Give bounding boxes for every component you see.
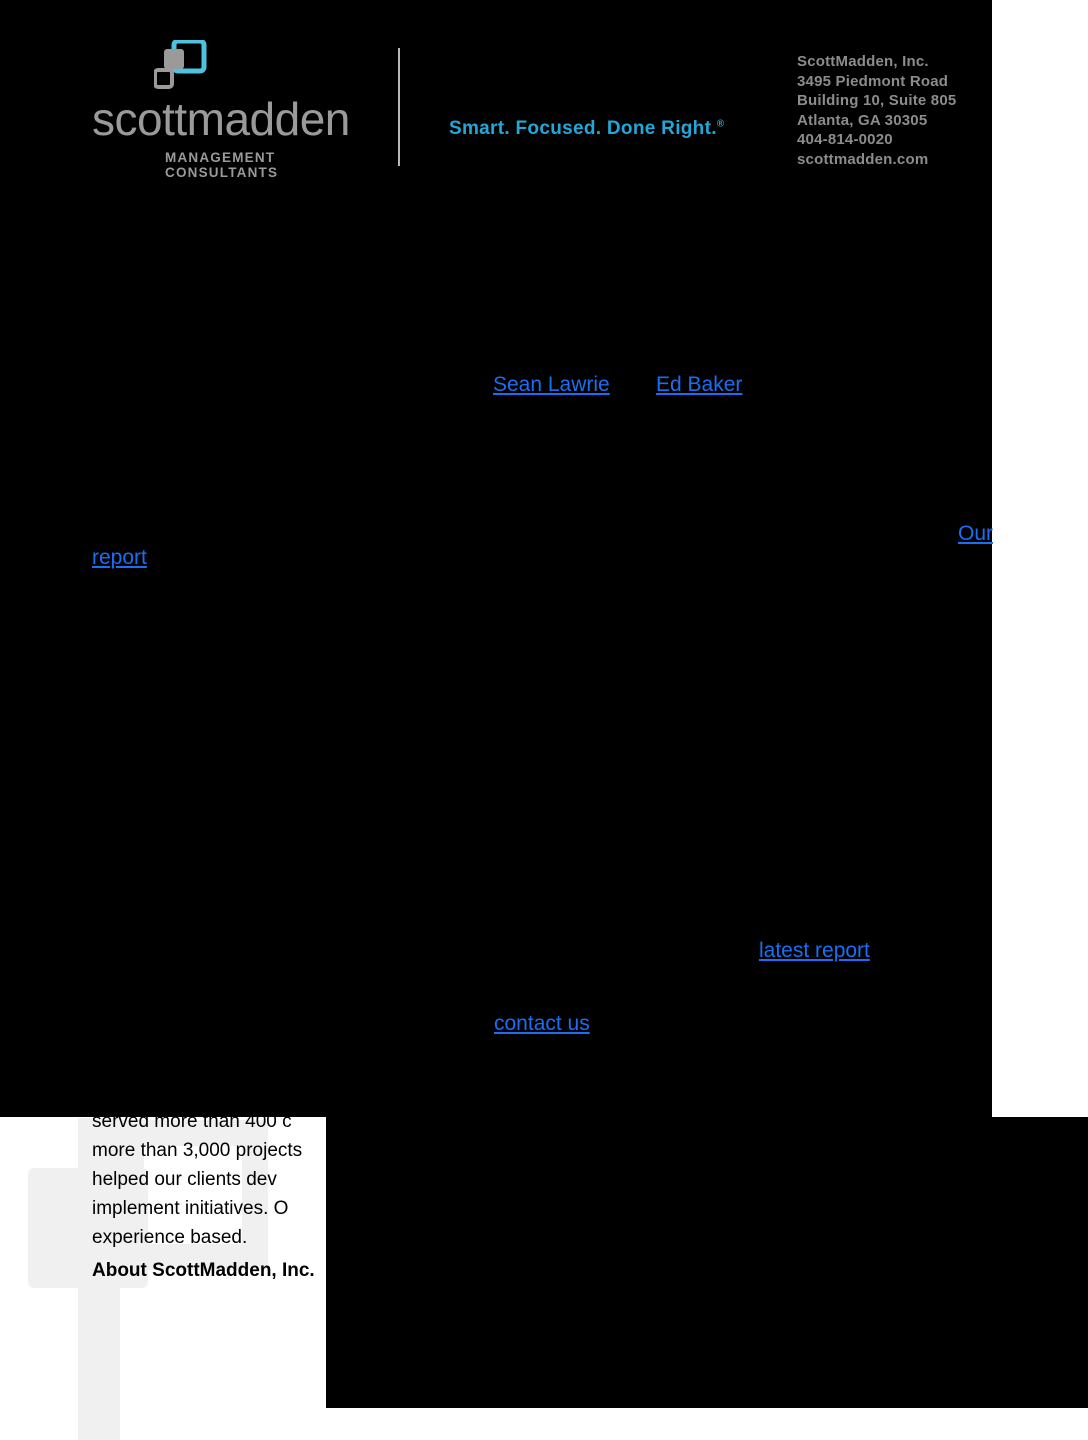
served-clients-paragraph bbox=[92, 1107, 652, 1252]
logo-wordmark: scottmadden bbox=[92, 93, 350, 145]
link-latest-report[interactable]: latest report bbox=[759, 939, 870, 962]
link-sean-lawrie[interactable]: Sean Lawrie bbox=[493, 373, 610, 396]
address-line: Atlanta, GA 30305 bbox=[797, 111, 928, 129]
link-contact-us[interactable]: contact us bbox=[494, 1012, 590, 1035]
paragraph-line: served more than 400 c bbox=[92, 1111, 292, 1132]
link-ed-baker[interactable]: Ed Baker bbox=[656, 373, 743, 396]
address-line-website: scottmadden.com bbox=[797, 150, 929, 168]
paragraph-line: helped our clients dev bbox=[92, 1169, 277, 1190]
paragraph-line: more than 3,000 projects bbox=[92, 1140, 303, 1161]
about-scottmadden-heading: About ScottMadden, Inc. bbox=[92, 1260, 315, 1281]
link-our[interactable]: Our bbox=[958, 522, 994, 545]
paragraph-line: implement initiatives. O bbox=[92, 1198, 289, 1219]
address-line-phone: 404-814-0020 bbox=[797, 131, 893, 148]
address-line: ScottMadden, Inc. bbox=[797, 53, 929, 70]
registered-mark: ® bbox=[716, 118, 725, 130]
address-line: 3495 Piedmont Road bbox=[797, 72, 949, 90]
tagline-text: Smart. Focused. Done Right. bbox=[449, 118, 717, 139]
address-line: Building 10, Suite 805 bbox=[797, 92, 957, 109]
paragraph-line: experience based. bbox=[92, 1227, 248, 1248]
link-report[interactable]: report bbox=[92, 546, 147, 569]
logo-subtitle: MANAGEMENT CONSULTANTS bbox=[165, 150, 279, 180]
